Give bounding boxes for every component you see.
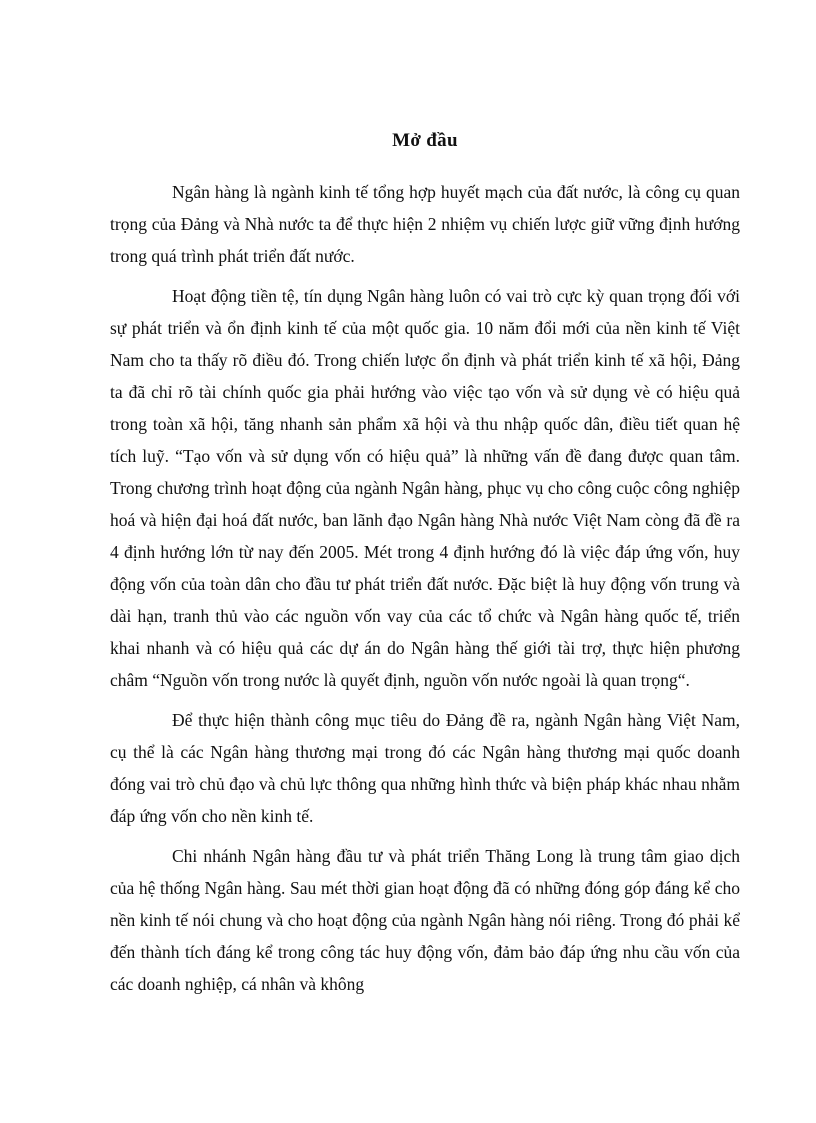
paragraph-monetary-activity: Hoạt động tiền tệ, tín dụng Ngân hàng luôn có vai trò cực kỳ quan trọng đối với sự phát triển và ổn định kinh tế của một quốc gia. 10 năm đổi mới của nền kinh tế Việt Nam cho ta thấy rõ điều đó. Trong chiến lược ổn định và phát triển kinh tế xã hội, Đảng ta đã chỉ rõ tài chính quốc gia phải hướng vào việc tạo vốn và sử dụng vè có hiệu quả trong toàn xã hội, tăng nhanh sản phẩm xã hội và thu nhập quốc dân, điều tiết quan hệ tích luỹ. “Tạo vốn và sử dụng vốn có hiệu quả” là những vấn đề đang được quan tâm. Trong chương trình hoạt động của ngành Ngân hàng, phục vụ cho công cuộc công nghiệp hoá và hiện đại hoá đất nước, ban lãnh đạo Ngân hàng Nhà nước Việt Nam còng đã đề ra 4 định hướng lớn từ nay đến 2005. Mét trong 4 định hướng đó là việc đáp ứng vốn, huy động vốn của toàn dân cho đầu tư phát triển đất nước. Đặc biệt là huy động vốn trung và dài hạn, tranh thủ vào các nguồn vốn vay của các tổ chức và Ngân hàng quốc tế, triển khai nhanh và có hiệu quả các dự án do Ngân hàng thế giới tài trợ, thực hiện phương châm “Nguồn vốn trong nước là quyết định, nguồn vốn nước ngoài là quan trọng“. [110, 286, 740, 690]
page-title: Mở đầu [392, 130, 458, 151]
paragraph-goals: Để thực hiện thành công mục tiêu do Đảng đề ra, ngành Ngân hàng Việt Nam, cụ thể là các Ngân hàng thương mại trong đó các Ngân hàng thương mại quốc doanh đóng vai trò chủ đạo và chủ lực thông qua những hình thức và biện pháp khác nhau nhằm đáp ứng vốn cho nền kinh tế. [110, 710, 740, 826]
paragraph-intro: Ngân hàng là ngành kinh tế tổng hợp huyết mạch của đất nước, là công cụ quan trọng của Đảng và Nhà nước ta để thực hiện 2 nhiệm vụ chiến lược giữ vững định hướng trong quá trình phát triển đất nước. [110, 182, 740, 266]
paragraph-branch: Chi nhánh Ngân hàng đầu tư và phát triển Thăng Long là trung tâm giao dịch của hệ thống Ngân hàng. Sau mét thời gian hoạt động đã có những đóng góp đáng kể cho nền kinh tế nói chung và cho hoạt động của ngành Ngân hàng nói riêng. Trong đó phải kể đến thành tích đáng kể trong công tác huy động vốn, đảm bảo đáp ứng nhu cầu vốn của các doanh nghiệp, cá nhân và không [110, 846, 740, 994]
